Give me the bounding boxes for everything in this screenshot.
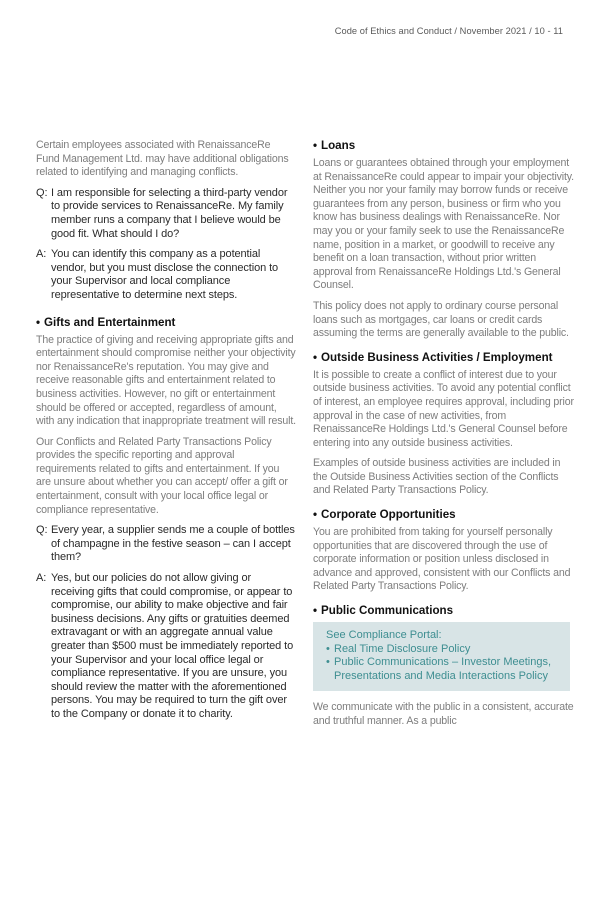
- public-communications-heading: [313, 604, 575, 618]
- policy-link-public-communications[interactable]: [326, 656, 560, 683]
- bullet-icon: •: [313, 139, 318, 152]
- question-prefix: Q:: [36, 524, 48, 537]
- bullet-icon: •: [326, 656, 330, 669]
- answer-1: [36, 248, 296, 302]
- outside-paragraph-1: It is possible to create a conflict of interest due to your outside business activities. To avoid any potential conflict of interest, an employee requires approval, including prior approval in the case of new activities, from RenaissanceRe Holdings Ltd.'s General Counsel before entering into any outside business activities.: [313, 368, 574, 449]
- compliance-portal-title: See Compliance Portal:: [326, 629, 442, 642]
- corporate-paragraph-1: You are prohibited from taking for yourself personally opportunities that are discovered through the use of corporate information or position unless disclosed in advance and approved, consistent with our Conflicts and Related Party Transactions Policy.: [313, 526, 571, 593]
- policy-link-real-time-disclosure[interactable]: [326, 643, 560, 657]
- answer-2: [36, 572, 296, 722]
- heading-text: Outside Business Activities / Employment: [321, 350, 553, 364]
- bullet-icon: •: [313, 604, 318, 618]
- loans-paragraph-2: This policy does not apply to ordinary course personal loans such as mortgages, car loans or credit cards assuming the terms are generally available to the public.: [313, 299, 569, 340]
- right-column: [313, 139, 575, 736]
- heading-text: Loans: [321, 139, 356, 152]
- heading-text: Gifts and Entertainment: [44, 315, 176, 329]
- intro-paragraph: Certain employees associated with RenaissanceRe Fund Management Ltd. may have additional obligations related to identifying and managing conflicts.: [36, 139, 289, 179]
- compliance-portal-box: [313, 622, 570, 691]
- gifts-paragraph-2: Our Conflicts and Related Party Transactions Policy provides the specific reporting and approval requirements related to gifts and entertainment. If you are unsure about whether you can accept/ offer a gift or entertainment, consult with your local office legal or compliance representative.: [36, 435, 288, 516]
- policy-link-label: Real Time Disclosure Policy: [334, 642, 471, 655]
- public-paragraph-1: We communicate with the public in a consistent, accurate and truthful manner. As a public: [313, 701, 574, 727]
- bullet-icon: •: [36, 315, 41, 329]
- bullet-icon: •: [313, 350, 318, 364]
- answer-prefix: A:: [36, 572, 47, 585]
- corporate-opportunities-heading: [313, 508, 575, 522]
- question-text: I am responsible for selecting a third-party vendor to provide services to RenaissanceRe. My family member runs a company that I believe would be good fit. What should I do?: [51, 186, 288, 240]
- answer-prefix: A:: [36, 248, 47, 261]
- loans-paragraph-1: Loans or guarantees obtained through your employment at RenaissanceRe could appear to impair your objectivity. Neither you nor your family may borrow funds or receive guarantees from any person, business or firm who you know has business dealings with RenaissanceRe. Nor may you or your family seek to use the RenaissanceRe name, position in a market, or goodwill to receive any benefit on a loan transaction, without prior written approval from RenaissanceRe Holdings Ltd.'s General Counsel.: [313, 157, 574, 292]
- heading-text: Public Communications: [321, 604, 454, 618]
- answer-text: You can identify this company as a potential vendor, but you must disclose the connection to your Supervisor and local compliance representative to determine next steps.: [51, 248, 279, 301]
- heading-text: Corporate Opportunities: [321, 508, 456, 522]
- page-header: Code of Ethics and Conduct / November 2021 / 10 - 11: [334, 26, 563, 36]
- loans-heading: [313, 139, 575, 153]
- gifts-paragraph-1: The practice of giving and receiving appropriate gifts and entertainment should compromise neither your objectivity nor RenaissanceRe's reputation. You may give and receive reasonable gifts and entertainment related to business activities. However, no gift or entertainment should be offered or accepted, regardless of amount, with any indication that inappropriate treatment will result.: [36, 333, 296, 428]
- question-text: Every year, a supplier sends me a couple of bottles of champagne in the festive season – can I accept them?: [51, 524, 295, 564]
- question-2: [36, 524, 296, 565]
- compliance-portal-list: [326, 643, 560, 684]
- bullet-icon: •: [313, 508, 318, 522]
- question-prefix: Q:: [36, 186, 48, 199]
- outside-activities-heading: [313, 351, 575, 365]
- left-column: [36, 139, 296, 729]
- outside-paragraph-2: Examples of outside business activities are included in the Outside Business Activities section of the Conflicts and Related Party Transactions Policy.: [313, 457, 561, 497]
- bullet-icon: •: [326, 642, 330, 655]
- answer-text: Yes, but our policies do not allow giving or receiving gifts that could compromise, or appear to compromise, our ability to make objective and fair business decisions. Any gifts or gratuities deemed extravagant or with an aggregate annual value greater than $500 must be immediately reported to your Supervisor and your local office legal or compliance representative. If you are unsure, you should review the matter with the aforementioned persons. You may be required to turn the gift over to the Company or donate it to charity.: [51, 572, 294, 720]
- question-1: [36, 187, 296, 241]
- policy-link-label: Public Communications – Investor Meetings, Presentations and Media Interactions Policy: [334, 656, 552, 682]
- gifts-heading: [36, 316, 296, 330]
